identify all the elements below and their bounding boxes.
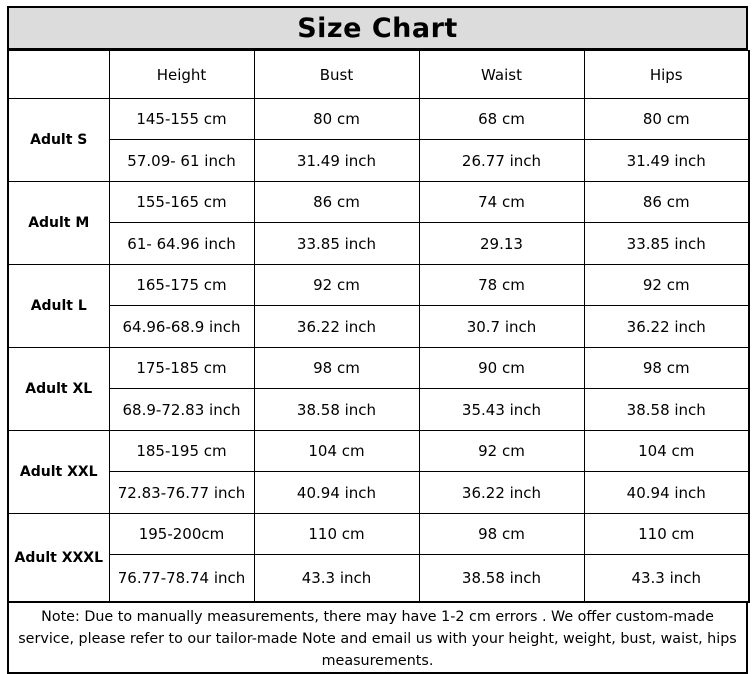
cm-cell: 98 cm bbox=[584, 348, 749, 389]
inch-cell: 36.22 inch bbox=[584, 306, 749, 348]
table-row bbox=[8, 514, 749, 555]
table-row bbox=[8, 265, 749, 306]
table-row bbox=[8, 140, 749, 182]
size-label: Adult L bbox=[8, 265, 109, 348]
inch-cell: 35.43 inch bbox=[419, 389, 584, 431]
inch-cell: 76.77-78.74 inch bbox=[109, 555, 254, 603]
inch-cell: 38.58 inch bbox=[584, 389, 749, 431]
header-cell-empty bbox=[8, 51, 109, 99]
header-cell-height: Height bbox=[109, 51, 254, 99]
inch-cell: 43.3 inch bbox=[254, 555, 419, 603]
inch-cell: 36.22 inch bbox=[254, 306, 419, 348]
header-cell-bust: Bust bbox=[254, 51, 419, 99]
inch-cell: 36.22 inch bbox=[419, 472, 584, 514]
header-cell-hips: Hips bbox=[584, 51, 749, 99]
table-row bbox=[8, 182, 749, 223]
table-row bbox=[8, 555, 749, 603]
size-label: Adult XXL bbox=[8, 431, 109, 514]
cm-cell: 104 cm bbox=[254, 431, 419, 472]
size-chart bbox=[7, 6, 748, 674]
size-table bbox=[7, 50, 750, 603]
size-label: Adult M bbox=[8, 182, 109, 265]
cm-cell: 92 cm bbox=[419, 431, 584, 472]
inch-cell: 31.49 inch bbox=[254, 140, 419, 182]
cm-cell: 86 cm bbox=[584, 182, 749, 223]
inch-cell: 40.94 inch bbox=[584, 472, 749, 514]
table-row bbox=[8, 472, 749, 514]
inch-cell: 43.3 inch bbox=[584, 555, 749, 603]
cm-cell: 110 cm bbox=[584, 514, 749, 555]
cm-cell: 68 cm bbox=[419, 99, 584, 140]
cm-cell: 80 cm bbox=[254, 99, 419, 140]
inch-cell: 68.9-72.83 inch bbox=[109, 389, 254, 431]
inch-cell: 40.94 inch bbox=[254, 472, 419, 514]
cm-cell: 98 cm bbox=[254, 348, 419, 389]
inch-cell: 64.96-68.9 inch bbox=[109, 306, 254, 348]
inch-cell: 33.85 inch bbox=[254, 223, 419, 265]
cm-cell: 74 cm bbox=[419, 182, 584, 223]
cm-cell: 185-195 cm bbox=[109, 431, 254, 472]
page-title: Size Chart bbox=[297, 12, 458, 44]
table-row bbox=[8, 431, 749, 472]
cm-cell: 98 cm bbox=[419, 514, 584, 555]
cm-cell: 90 cm bbox=[419, 348, 584, 389]
header-cell-waist: Waist bbox=[419, 51, 584, 99]
inch-cell: 61- 64.96 inch bbox=[109, 223, 254, 265]
cm-cell: 86 cm bbox=[254, 182, 419, 223]
inch-cell: 29.13 bbox=[419, 223, 584, 265]
cm-cell: 78 cm bbox=[419, 265, 584, 306]
inch-cell: 38.58 inch bbox=[254, 389, 419, 431]
cm-cell: 92 cm bbox=[584, 265, 749, 306]
table-row bbox=[8, 306, 749, 348]
inch-cell: 31.49 inch bbox=[584, 140, 749, 182]
table-row bbox=[8, 348, 749, 389]
cm-cell: 175-185 cm bbox=[109, 348, 254, 389]
header-row bbox=[8, 51, 749, 99]
table-row bbox=[8, 99, 749, 140]
inch-cell: 33.85 inch bbox=[584, 223, 749, 265]
inch-cell: 57.09- 61 inch bbox=[109, 140, 254, 182]
inch-cell: 72.83-76.77 inch bbox=[109, 472, 254, 514]
inch-cell: 30.7 inch bbox=[419, 306, 584, 348]
cm-cell: 155-165 cm bbox=[109, 182, 254, 223]
table-row bbox=[8, 389, 749, 431]
size-label: Adult XXXL bbox=[8, 514, 109, 603]
title-bar bbox=[7, 6, 748, 50]
cm-cell: 145-155 cm bbox=[109, 99, 254, 140]
cm-cell: 195-200cm bbox=[109, 514, 254, 555]
inch-cell: 26.77 inch bbox=[419, 140, 584, 182]
cm-cell: 92 cm bbox=[254, 265, 419, 306]
cm-cell: 110 cm bbox=[254, 514, 419, 555]
size-label: Adult XL bbox=[8, 348, 109, 431]
note-text: Note: Due to manually measurements, there may have 1-2 cm errors . We offer custom-made service, please refer to our tailor-made Note and email us with your height, weight, bust, waist, hips measurements. bbox=[7, 603, 748, 674]
cm-cell: 104 cm bbox=[584, 431, 749, 472]
size-label: Adult S bbox=[8, 99, 109, 182]
cm-cell: 80 cm bbox=[584, 99, 749, 140]
table-row bbox=[8, 223, 749, 265]
cm-cell: 165-175 cm bbox=[109, 265, 254, 306]
inch-cell: 38.58 inch bbox=[419, 555, 584, 603]
